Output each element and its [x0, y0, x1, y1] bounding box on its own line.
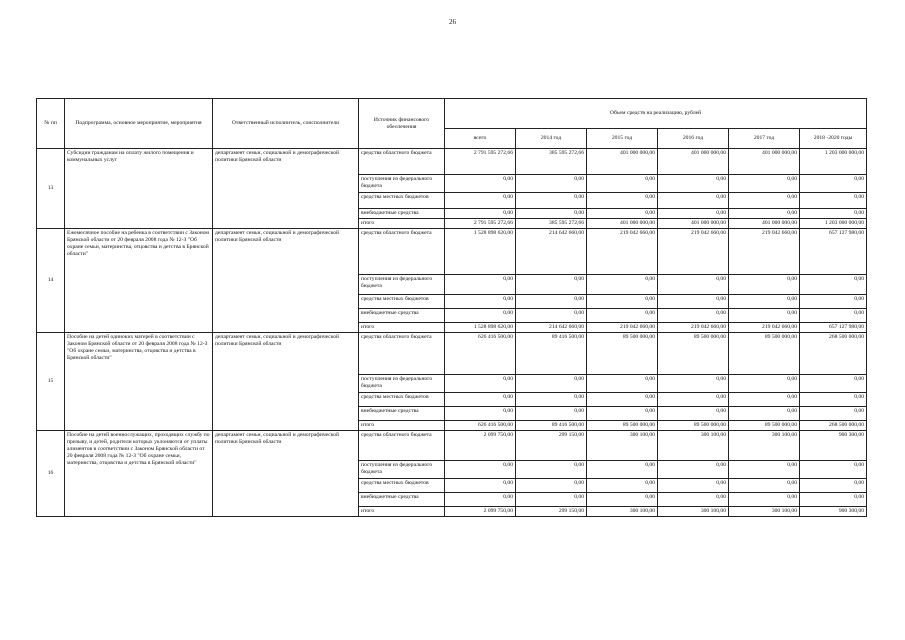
amount-cell: 0,00 — [800, 493, 867, 507]
header-no: № пп — [37, 99, 65, 149]
amount-cell: 0,00 — [587, 479, 658, 493]
amount-cell: 0,00 — [445, 309, 516, 323]
amount-cell: 0,00 — [445, 393, 516, 407]
source-cell: итого — [359, 421, 445, 431]
amount-cell: 0,00 — [516, 193, 587, 209]
table-row — [37, 333, 867, 375]
page-number: 26 — [449, 18, 456, 26]
amount-cell: 89 500 000,00 — [587, 421, 658, 431]
source-cell: внебюджетные средства — [359, 493, 445, 507]
amount-cell: 0,00 — [729, 407, 800, 421]
source-cell: поступления из федерального бюджета — [359, 461, 445, 479]
amount-cell: 219 042 660,00 — [729, 229, 800, 275]
source-cell: средства областного бюджета — [359, 333, 445, 375]
amount-cell: 0,00 — [800, 175, 867, 193]
source-cell: средства областного бюджета — [359, 229, 445, 275]
row-number: 14 — [37, 229, 65, 333]
amount-cell: 0,00 — [445, 175, 516, 193]
amount-cell: 300 100,00 — [658, 507, 729, 517]
amount-cell: 401 000 000,00 — [729, 149, 800, 175]
amount-cell: 268 500 000,00 — [800, 421, 867, 431]
amount-cell: 2 099 750,00 — [445, 431, 516, 461]
amount-cell: 219 042 660,00 — [658, 229, 729, 275]
amount-cell: 0,00 — [729, 295, 800, 309]
amount-cell: 0,00 — [445, 461, 516, 479]
amount-cell: 0,00 — [516, 461, 587, 479]
amount-cell: 0,00 — [729, 193, 800, 209]
amount-cell: 0,00 — [800, 407, 867, 421]
program-cell: Пособие на детей военнослужащих, проходящих службу по призыву, и детей, родители которых уклоняются от уплаты алиментов в соответствии с Законом Брянской области от 20 февраля 2008 года № 12-З "Об охране семьи, материнства, отцовства и детства в Брянской области" — [65, 431, 213, 517]
header-year: 2016 год — [658, 129, 729, 149]
amount-cell: 1 528 898 620,00 — [445, 323, 516, 333]
amount-cell: 0,00 — [587, 309, 658, 323]
budget-table — [36, 98, 867, 517]
amount-cell: 89 500 000,00 — [729, 421, 800, 431]
amount-cell: 401 000 000,00 — [587, 149, 658, 175]
amount-cell: 0,00 — [658, 407, 729, 421]
source-cell: внебюджетные средства — [359, 407, 445, 421]
amount-cell: 0,00 — [658, 461, 729, 479]
amount-cell: 300 100,00 — [587, 431, 658, 461]
amount-cell: 0,00 — [587, 275, 658, 295]
source-cell: итого — [359, 507, 445, 517]
amount-cell: 89 416 500,00 — [516, 421, 587, 431]
header-executor: Ответственный исполнитель, соисполнители — [213, 99, 359, 149]
amount-cell: 0,00 — [516, 309, 587, 323]
amount-cell: 300 100,00 — [729, 507, 800, 517]
amount-cell: 0,00 — [587, 393, 658, 407]
amount-cell: 0,00 — [658, 393, 729, 407]
amount-cell: 0,00 — [729, 375, 800, 393]
amount-cell: 626 416 500,00 — [445, 333, 516, 375]
amount-cell: 0,00 — [729, 209, 800, 219]
table-row — [37, 149, 867, 175]
amount-cell: 219 042 660,00 — [587, 323, 658, 333]
source-cell: внебюджетные средства — [359, 309, 445, 323]
amount-cell: 0,00 — [587, 493, 658, 507]
amount-cell: 0,00 — [516, 275, 587, 295]
amount-cell: 401 000 000,00 — [729, 219, 800, 229]
amount-cell: 300 100,00 — [658, 431, 729, 461]
amount-cell: 0,00 — [445, 375, 516, 393]
amount-cell: 2 791 595 272,66 — [445, 219, 516, 229]
header-year: 2017 год — [729, 129, 800, 149]
header-year: 2015 год — [587, 129, 658, 149]
amount-cell: 219 042 660,00 — [658, 323, 729, 333]
amount-cell: 300 100,00 — [729, 431, 800, 461]
amount-cell: 89 500 000,00 — [658, 333, 729, 375]
amount-cell: 0,00 — [729, 493, 800, 507]
amount-cell: 0,00 — [587, 175, 658, 193]
amount-cell: 0,00 — [800, 479, 867, 493]
source-cell: средства местных бюджетов — [359, 393, 445, 407]
amount-cell: 0,00 — [658, 193, 729, 209]
executor-cell: департамент семьи, социальной и демографической политики Брянской области — [213, 333, 359, 431]
amount-cell: 0,00 — [445, 493, 516, 507]
amount-cell: 0,00 — [729, 393, 800, 407]
amount-cell: 0,00 — [445, 295, 516, 309]
amount-cell: 0,00 — [729, 309, 800, 323]
amount-cell: 0,00 — [729, 479, 800, 493]
amount-cell: 89 500 000,00 — [587, 333, 658, 375]
amount-cell: 0,00 — [516, 407, 587, 421]
amount-cell: 0,00 — [658, 209, 729, 219]
executor-cell: департамент семьи, социальной и демографической политики Брянской области — [213, 229, 359, 333]
amount-cell: 0,00 — [445, 479, 516, 493]
amount-cell: 1 528 898 620,00 — [445, 229, 516, 275]
amount-cell: 2 099 750,00 — [445, 507, 516, 517]
amount-cell: 0,00 — [516, 209, 587, 219]
amount-cell: 0,00 — [729, 175, 800, 193]
source-cell: поступления из федерального бюджета — [359, 375, 445, 393]
amount-cell: 299 150,00 — [516, 431, 587, 461]
amount-cell: 1 203 000 000,00 — [800, 219, 867, 229]
source-cell: средства местных бюджетов — [359, 295, 445, 309]
header-year: 2014 год — [516, 129, 587, 149]
amount-cell: 0,00 — [445, 193, 516, 209]
source-cell: поступления из федерального бюджета — [359, 175, 445, 193]
header-year: 2018 -2020 годы — [800, 129, 867, 149]
amount-cell: 0,00 — [587, 375, 658, 393]
header-source: Источник финансового обеспечения — [359, 99, 445, 149]
amount-cell: 300 100,00 — [587, 507, 658, 517]
header-year: всего — [445, 129, 516, 149]
row-number: 15 — [37, 333, 65, 431]
amount-cell: 0,00 — [658, 493, 729, 507]
amount-cell: 657 127 980,00 — [800, 229, 867, 275]
executor-cell: департамент семьи, социальной и демографической политики Брянской области — [213, 431, 359, 517]
amount-cell: 299 150,00 — [516, 507, 587, 517]
amount-cell: 0,00 — [729, 275, 800, 295]
amount-cell: 0,00 — [445, 407, 516, 421]
amount-cell: 2 791 595 272,66 — [445, 149, 516, 175]
amount-cell: 214 642 660,00 — [516, 323, 587, 333]
amount-cell: 1 203 000 000,00 — [800, 149, 867, 175]
amount-cell: 0,00 — [587, 209, 658, 219]
amount-cell: 0,00 — [587, 295, 658, 309]
header-program: Подпрограмма, основное мероприятие, мероприятия — [65, 99, 213, 149]
amount-cell: 0,00 — [516, 493, 587, 507]
amount-cell: 0,00 — [445, 275, 516, 295]
executor-cell: департамент семьи, социальной и демографической политики Брянской области — [213, 149, 359, 229]
amount-cell: 900 300,00 — [800, 507, 867, 517]
row-number: 16 — [37, 431, 65, 517]
amount-cell: 0,00 — [516, 295, 587, 309]
amount-cell: 385 595 272,66 — [516, 219, 587, 229]
table-row — [37, 431, 867, 461]
amount-cell: 385 595 272,66 — [516, 149, 587, 175]
amount-cell: 0,00 — [587, 193, 658, 209]
amount-cell: 0,00 — [800, 209, 867, 219]
source-cell: средства местных бюджетов — [359, 479, 445, 493]
amount-cell: 0,00 — [800, 461, 867, 479]
amount-cell: 219 042 660,00 — [587, 229, 658, 275]
amount-cell: 214 642 660,00 — [516, 229, 587, 275]
amount-cell: 401 000 000,00 — [658, 149, 729, 175]
amount-cell: 0,00 — [658, 295, 729, 309]
amount-cell: 0,00 — [800, 295, 867, 309]
header-volume: Объем средств на реализацию, рублей — [445, 99, 867, 129]
source-cell: внебюджетные средства — [359, 209, 445, 219]
amount-cell: 401 000 000,00 — [587, 219, 658, 229]
source-cell: средства областного бюджета — [359, 149, 445, 175]
amount-cell: 0,00 — [516, 393, 587, 407]
amount-cell: 0,00 — [658, 375, 729, 393]
amount-cell: 0,00 — [800, 375, 867, 393]
amount-cell: 0,00 — [658, 175, 729, 193]
source-cell: итого — [359, 323, 445, 333]
amount-cell: 657 127 980,00 — [800, 323, 867, 333]
program-cell: Субсидии гражданам на оплату жилого помещения и коммунальных услуг — [65, 149, 213, 229]
amount-cell: 0,00 — [729, 461, 800, 479]
source-cell: поступления из федерального бюджета — [359, 275, 445, 295]
amount-cell: 0,00 — [800, 193, 867, 209]
amount-cell: 89 500 000,00 — [729, 333, 800, 375]
amount-cell: 89 416 500,00 — [516, 333, 587, 375]
source-cell: средства местных бюджетов — [359, 193, 445, 209]
row-number: 13 — [37, 149, 65, 229]
amount-cell: 0,00 — [516, 175, 587, 193]
amount-cell: 0,00 — [658, 309, 729, 323]
source-cell: средства областного бюджета — [359, 431, 445, 461]
amount-cell: 0,00 — [658, 479, 729, 493]
amount-cell: 89 500 000,00 — [658, 421, 729, 431]
program-cell: Пособие на детей одиноких матерей в соответствии с Законом Брянской области от 20 февраля 2008 года № 12-З "Об охране семьи, материнства, отцовства и детства в Брянской области" — [65, 333, 213, 431]
amount-cell: 401 000 000,00 — [658, 219, 729, 229]
amount-cell: 0,00 — [800, 275, 867, 295]
amount-cell: 0,00 — [587, 461, 658, 479]
amount-cell: 268 500 000,00 — [800, 333, 867, 375]
amount-cell: 0,00 — [516, 375, 587, 393]
amount-cell: 900 300,00 — [800, 431, 867, 461]
amount-cell: 0,00 — [516, 479, 587, 493]
amount-cell: 0,00 — [800, 393, 867, 407]
amount-cell: 0,00 — [445, 209, 516, 219]
source-cell: итого — [359, 219, 445, 229]
amount-cell: 0,00 — [800, 309, 867, 323]
amount-cell: 626 416 500,00 — [445, 421, 516, 431]
amount-cell: 0,00 — [587, 407, 658, 421]
table-row — [37, 229, 867, 275]
amount-cell: 0,00 — [658, 275, 729, 295]
program-cell: Ежемесячное пособие на ребенка в соответствии с Законом Брянской области от 20 февраля 2008 года № 12-З "Об охране семьи, материнства, отцовства и детства в Брянской области" — [65, 229, 213, 333]
amount-cell: 219 042 660,00 — [729, 323, 800, 333]
